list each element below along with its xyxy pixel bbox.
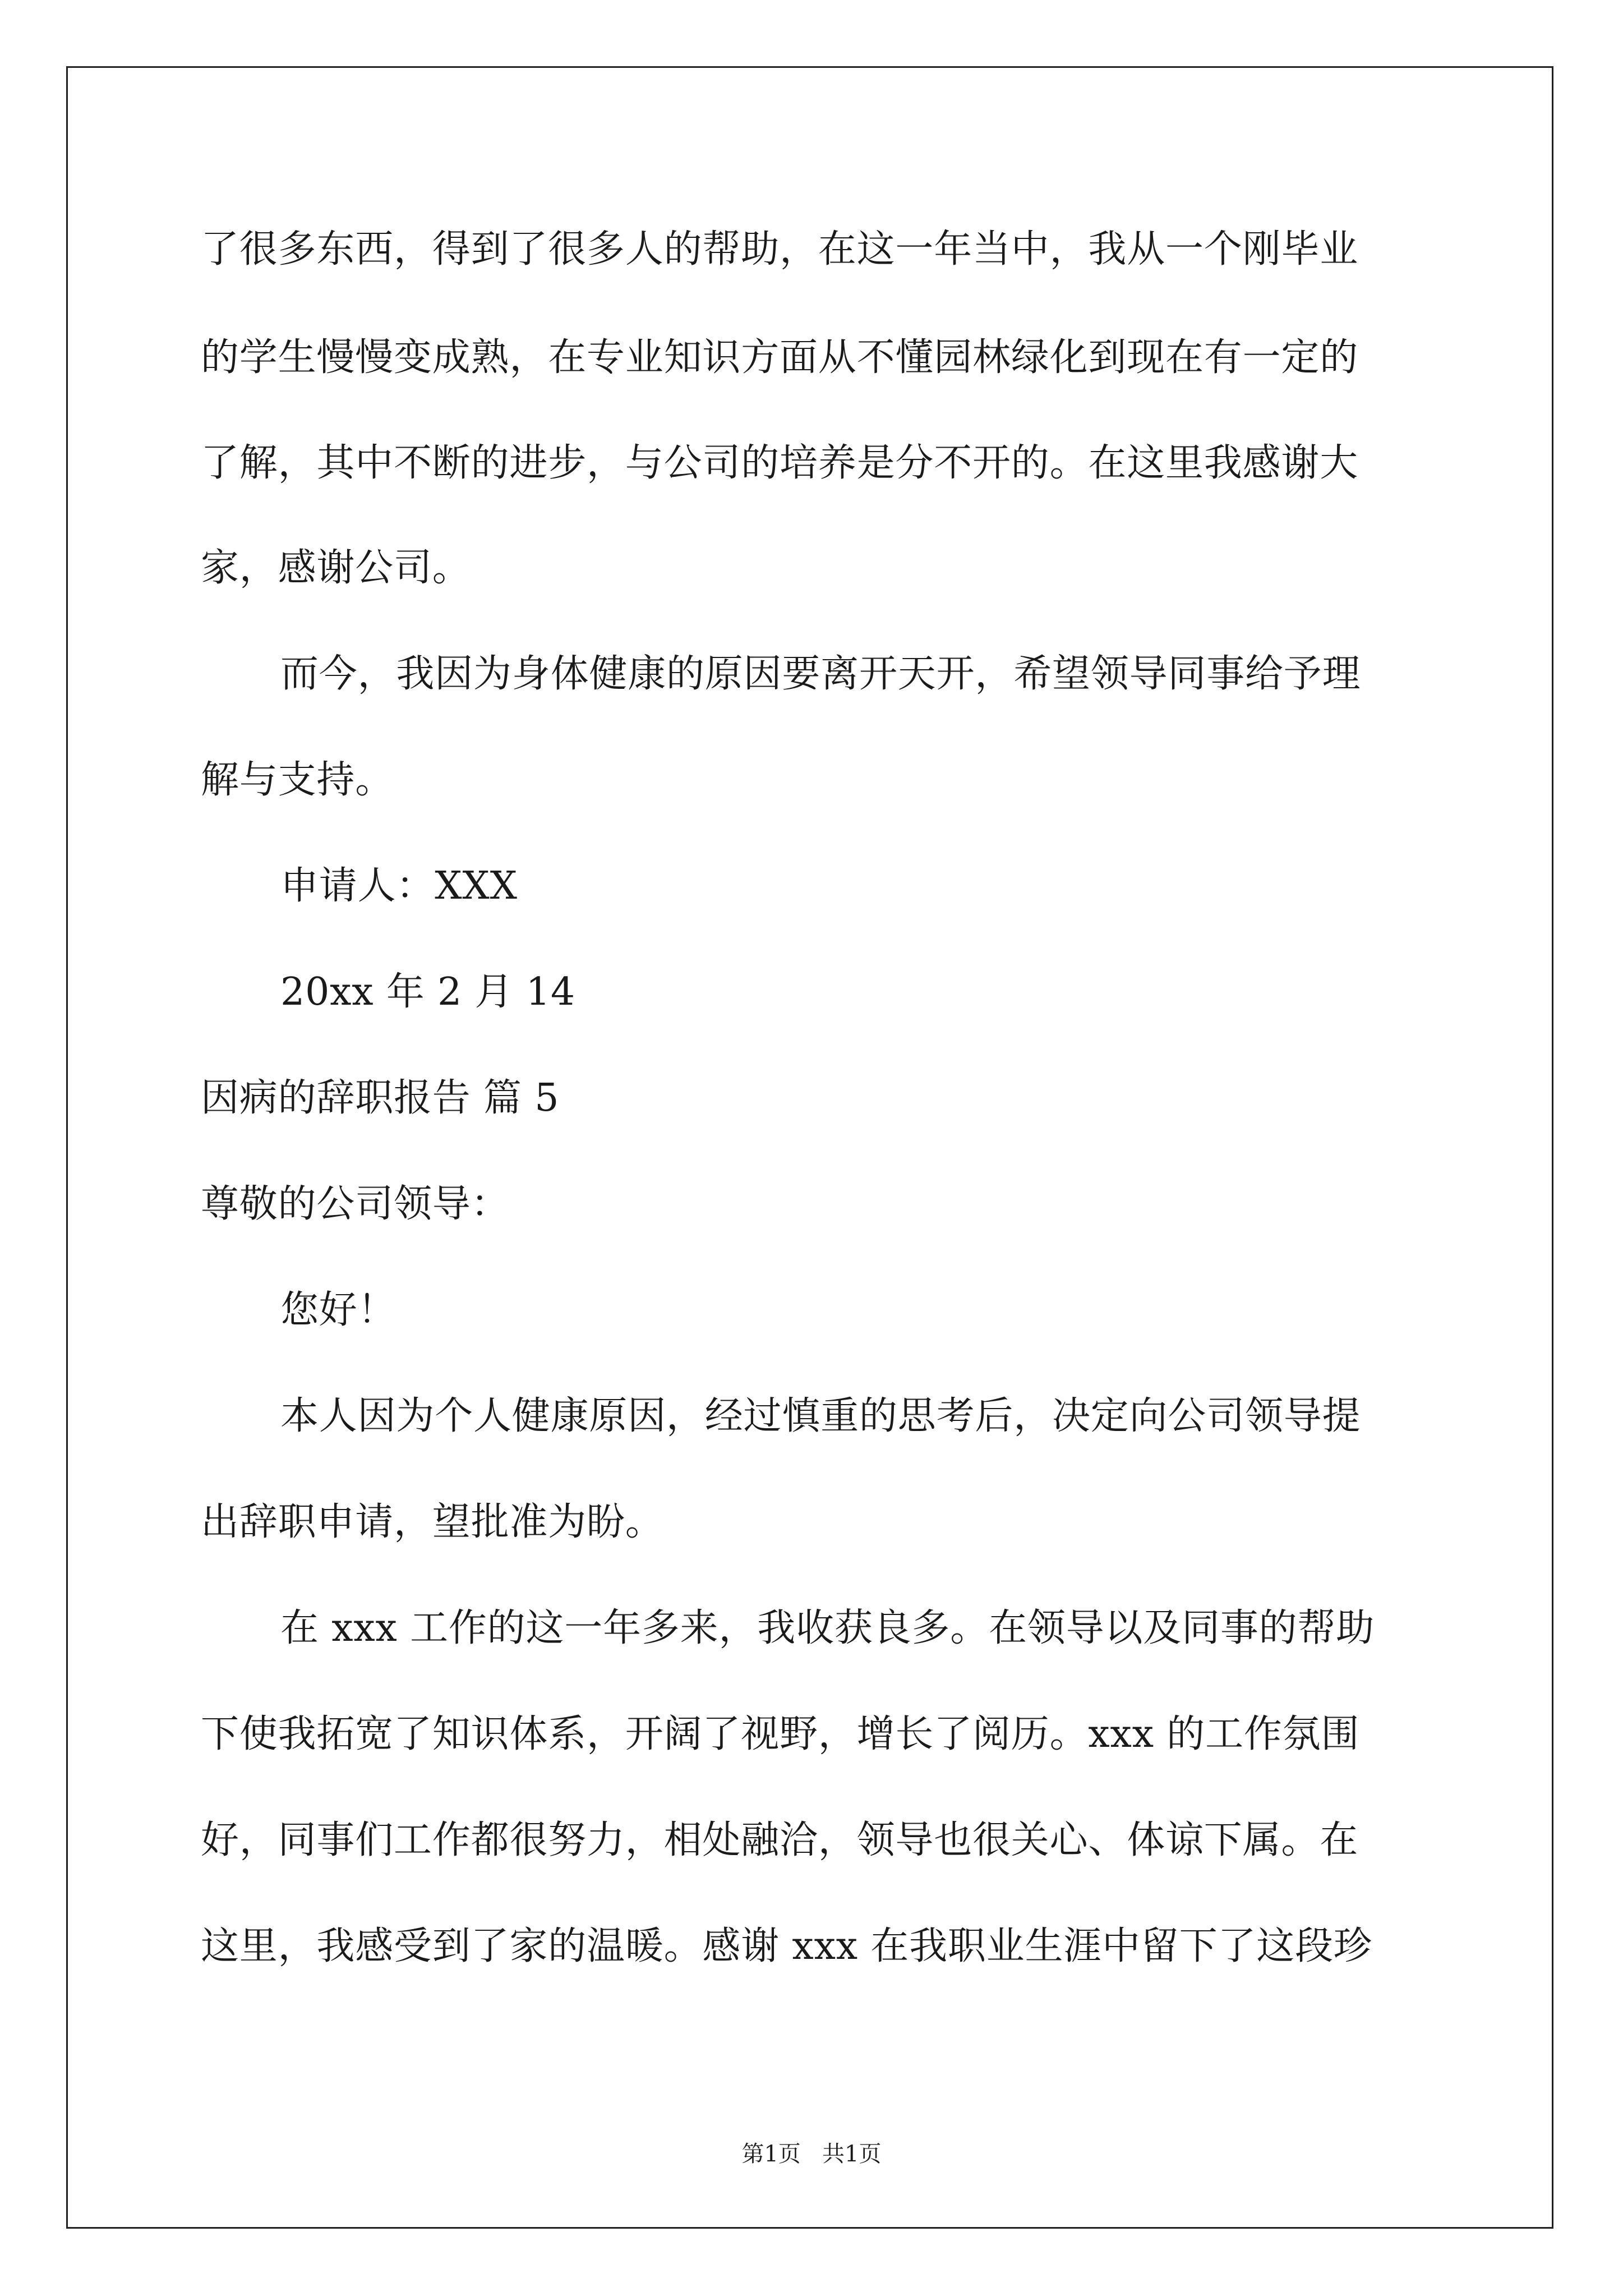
body-line-2: 的学生慢慢变成熟，在专业知识方面从不懂园林绿化到现在有一定的 <box>201 335 1359 380</box>
section-title: 因病的辞职报告 篇 5 <box>201 1076 560 1120</box>
body-line-16: 好，同事们工作都很努力，相处融洽，领导也很关心、体谅下属。在 <box>201 1818 1359 1862</box>
body-line-1: 了很多东西，得到了很多人的帮助，在这一年当中，我从一个刚毕业 <box>201 227 1359 272</box>
salutation: 尊敬的公司领导： <box>201 1182 510 1226</box>
applicant-line: 申请人：XXX <box>280 864 518 908</box>
body-line-4: 家，感谢公司。 <box>201 546 471 590</box>
page-frame <box>66 66 1553 2229</box>
body-line-14: 在 xxx 工作的这一年多来，我收获良多。在领导以及同事的帮助 <box>280 1606 1375 1650</box>
body-line-5: 而今，我因为身体健康的原因要离开天开，希望领导同事给予理 <box>280 652 1361 696</box>
page-footer: 第1页 共1页 <box>741 2141 882 2167</box>
body-line-6: 解与支持。 <box>201 758 394 802</box>
body-line-17: 这里，我感受到了家的温暖。感谢 xxx 在我职业生涯中留下了这段珍 <box>201 1924 1372 1968</box>
greeting: 您好！ <box>280 1288 396 1332</box>
body-line-15: 下使我拓宽了知识体系，开阔了视野，增长了阅历。xxx 的工作氛围 <box>201 1712 1360 1756</box>
body-line-3: 了解，其中不断的进步，与公司的培养是分不开的。在这里我感谢大 <box>201 441 1359 485</box>
body-line-13: 出辞职申请，望批准为盼。 <box>201 1500 664 1544</box>
date-line: 20xx 年 2 月 14 <box>280 970 575 1014</box>
body-line-12: 本人因为个人健康原因，经过慎重的思考后，决定向公司领导提 <box>280 1394 1361 1438</box>
